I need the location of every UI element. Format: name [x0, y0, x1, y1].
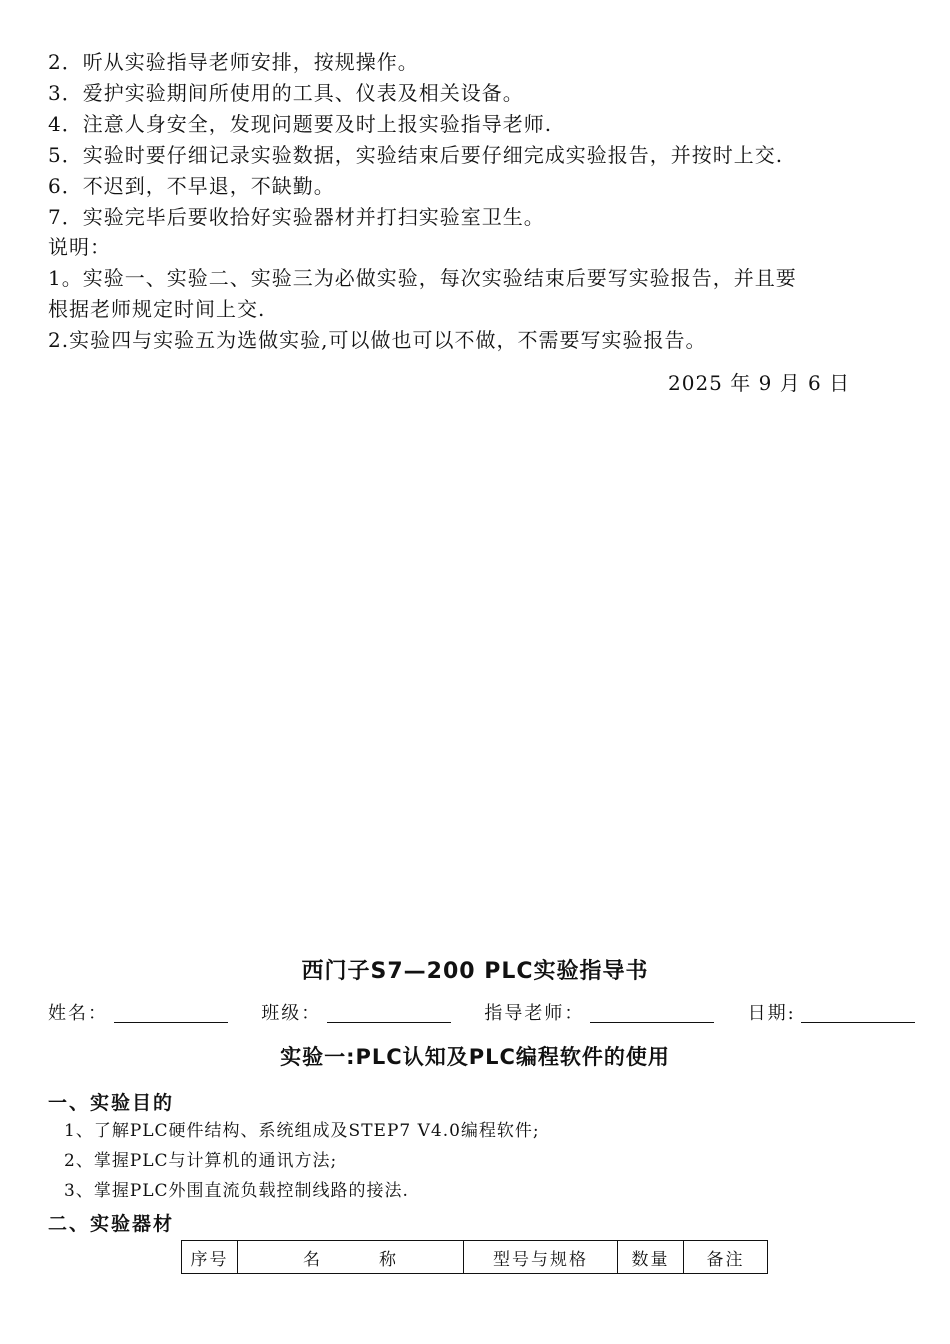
- class-label: 班级：: [261, 1003, 322, 1024]
- note-2: 2.实验四与实验五为选做实验,可以做也可以不做，不需要写实验报告。: [48, 328, 707, 352]
- date-label: 日期:: [747, 1003, 796, 1024]
- teacher-label: 指导老师：: [484, 1003, 585, 1024]
- name-label: 姓名：: [48, 1003, 108, 1024]
- rule-4: 4．注意人身安全，发现问题要及时上报实验指导老师.: [48, 112, 553, 136]
- name-blank[interactable]: [114, 1002, 228, 1023]
- table-header-row: [182, 1241, 768, 1274]
- notes-heading: 说明：: [48, 235, 111, 259]
- header-name: 名 称: [238, 1241, 464, 1274]
- rule-7: 7．实验完毕后要收拾好实验器材并打扫实验室卫生。: [48, 205, 545, 229]
- rule-2: 2．听从实验指导老师安排，按规操作。: [48, 50, 419, 74]
- teacher-blank[interactable]: [590, 1002, 714, 1023]
- header-index: 序号: [182, 1241, 238, 1274]
- objective-1: 1、了解PLC硬件结构、系统组成及STEP7 V4.0编程软件;: [64, 1121, 540, 1141]
- section-equipment-heading: 二、实验器材: [48, 1213, 175, 1235]
- section-objectives-heading: 一、实验目的: [48, 1092, 175, 1114]
- class-blank[interactable]: [327, 1002, 451, 1023]
- note-1: 1。实验一、实验二、实验三为必做实验，每次实验结束后要写实验报告，并且要: [48, 266, 797, 290]
- objective-3: 3、掌握PLC外围直流负载控制线路的接法.: [64, 1181, 409, 1201]
- document-date: 2025 年 9 月 6 日: [668, 371, 851, 395]
- note-1-cont: 根据老师规定时间上交.: [48, 297, 266, 321]
- experiment-title: 实验一:PLC认知及PLC编程软件的使用: [280, 1045, 670, 1069]
- rule-6: 6．不迟到，不早退，不缺勤。: [48, 174, 335, 198]
- equipment-table: [181, 1240, 768, 1274]
- info-row: [48, 1001, 915, 1027]
- objective-2: 2、掌握PLC与计算机的通讯方法;: [64, 1151, 338, 1171]
- rule-3: 3．爱护实验期间所使用的工具、仪表及相关设备。: [48, 81, 524, 105]
- rule-5: 5．实验时要仔细记录实验数据，实验结束后要仔细完成实验报告，并按时上交.: [48, 143, 784, 167]
- header-quantity: 数量: [618, 1241, 684, 1274]
- date-blank[interactable]: [801, 1002, 915, 1023]
- document-title: 西门子S7—200 PLC实验指导书: [301, 959, 649, 984]
- header-model: 型号与规格: [464, 1241, 618, 1274]
- header-remarks: 备注: [684, 1241, 768, 1274]
